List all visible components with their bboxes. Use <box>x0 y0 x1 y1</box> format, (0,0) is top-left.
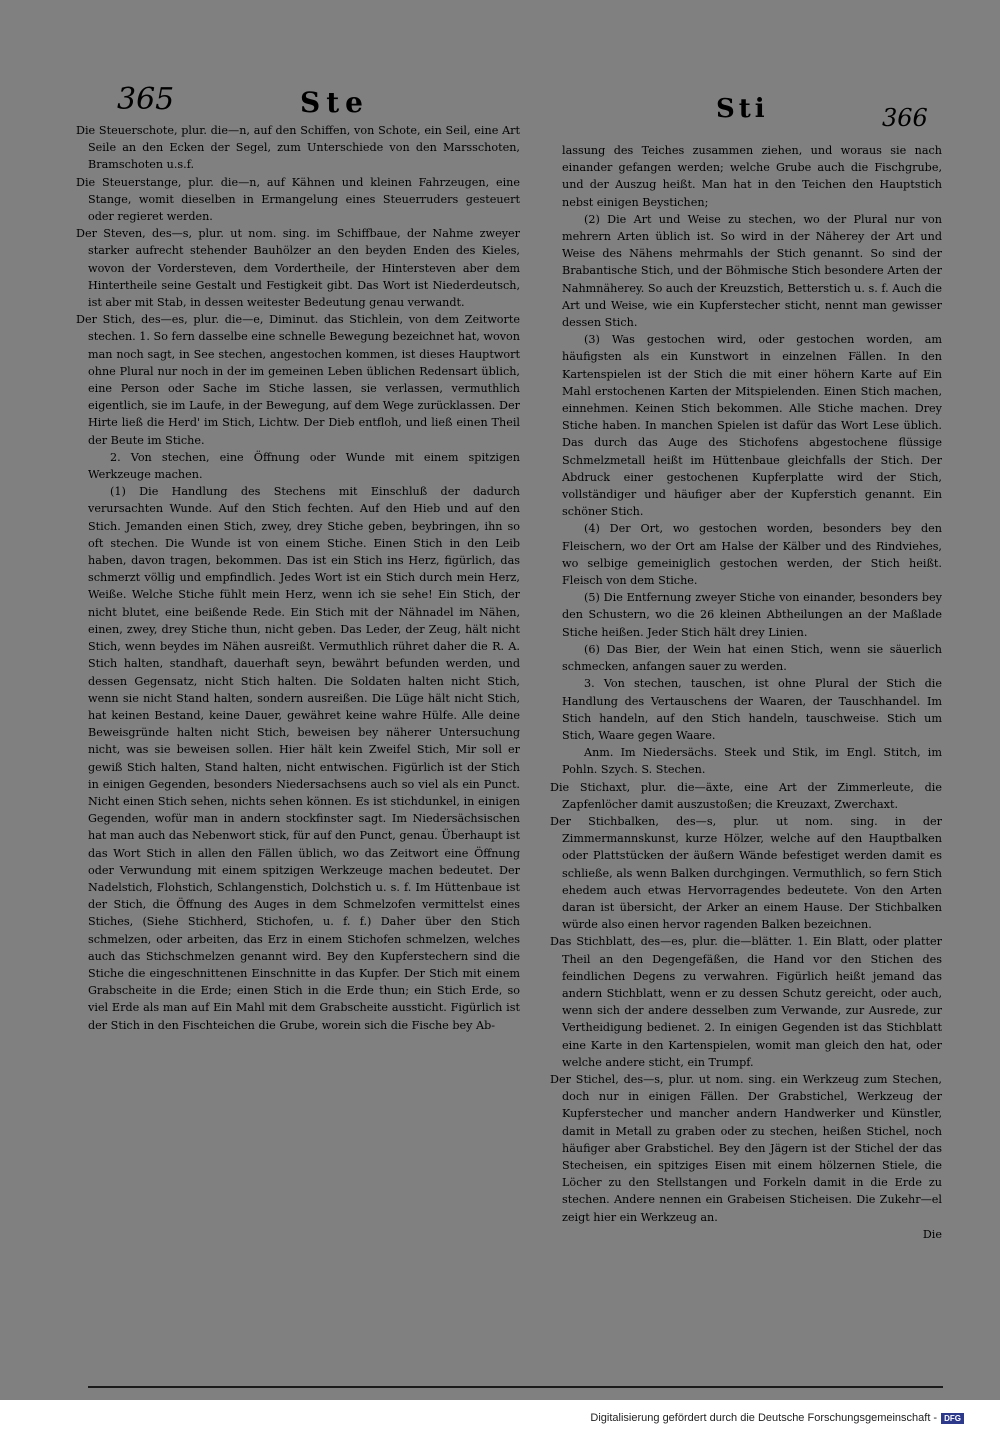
entry-paragraph: 3. Von stechen, tauschen, ist ohne Plural der Stich die Handlung des Vertauschens der Waaren, der Tauschhandel. Im Stich handeln, auf den Stich handeln, tauschweise. Stich um Stich, Waare gegen Waare. <box>562 677 942 742</box>
dictionary-entry: Der Steven, des—s, plur. ut nom. sing. im Schiffbaue, der Nahme zweyer starker aufrecht stehender Bauhölzer an den beyden Enden des Kieles, wovon der Vordersteven, dem Vordertheile, der Hintersteven aber dem Hintertheile seine Gestalt und Festigkeit gibt. Das Wort ist Niederdeutsch, ist aber mit Stab, in dessen weitester Bedeutung genau verwandt. <box>76 227 520 310</box>
entry-paragraph: (5) Die Entfernung zweyer Stiche von einander, besonders bey den Schustern, wo die 26 kleinen Abtheilungen an der Maßlade Stiche heißen. Jeder Stich hält drey Linien. <box>562 591 942 639</box>
dictionary-entry: Das Stichblatt, des—es, plur. die—blätter. 1. Ein Blatt, oder platter Theil an den Degengefäßen, die Hand vor den Stichen des feindlichen Degens zu verwahren. Figürlich heißt jemand das andern Stichblatt, wenn er zu dessen Schutz gereicht, oder auch, wenn sich der andere desselben zum Verwande, zur Ausrede, zur Vertheidigung bedienet. 2. In einigen Gegenden ist das Stichblatt eine Karte in den Kartenspielen, womit man gleich den hat, oder welche andere sticht, ein Trumpf. <box>550 935 942 1069</box>
dictionary-entry: Die Steuerstange, plur. die—n, auf Kähnen und kleinen Fahrzeugen, eine Stange, womit dieselben in Ermangelung eines Steuerruders gesteuert oder regieret werden. <box>76 175 520 224</box>
dictionary-entry: Die Stichaxt, plur. die—äxte, eine Art der Zimmerleute, die Zapfenlöcher damit auszustoßen; die Kreuzaxt, Zwerchaxt. <box>550 780 942 811</box>
entry-paragraph: (1) Die Handlung des Stechens mit Einschluß der dadurch verursachten Wunde. Auf den Stich fechten. Auf den Hieb und auf den Stich. Jemanden einen Stich, zwey, drey Stiche geben, beybringen, ihn so oft stechen. Die Wunde ist von einem Stiche. Einen Stich in den Leib haben, davon tragen, bekommen. Das ist ein Stich ins Herz, figürlich, das schmerzt völlig und empfindlich. Jedes Wort ist ein Stich durch mein Herz, Weiße. Welche Stiche fühlt mein Herz, wenn ich sie sehe! Ein Stich, der nicht blutet, eine beißende Rede. Ein Stich mit der Nähnadel im Nähen, einen, zwey, drey Stiche thun, nicht geben. Das Leder, der Zeug, hält nicht Stich, wenn beydes im Nähen ausreißt. Vermuthlich rühret daher die R. A. Stich halten, standhaft, dauerhaft seyn, bewährt befunden werden, und dessen Gegensatz, nicht Stich halten. Die Soldaten halten nicht Stich, wenn sie nicht Stand halten, sondern ausreißen. Die Lüge hält nicht Stich, hat keinen Bestand, keine Dauer, gewähret keine wahre Hülfe. Alle deine Beweisgründe halten nicht Stich, beweisen bey näherer Untersuchung nicht, was sie beweisen sollen. Hier hält kein Zweifel Stich, Mir soll er gewiß Stich halten, Stand halten, nicht entwischen. Figürlich ist der Stich in einigen Gegenden, besonders Niedersachsens auch so viel als ein Punct. Nicht einen Stich sehen, nichts sehen können. Es ist stichdunkel, in einigen Gegenden, wofür man in andern stockfinster sagt. Im Niedersächsischen hat man auch das Nebenwort stick, für auf den Punct, genau. Überhaupt ist das Wort Stich in allen den Fällen üblich, wo das Zeitwort eine Öffnung oder Verwundung mit einem spitzigen Werkzeuge machen bedeutet. Der Nadelstich, Flohstich, Schlangenstich, Dolchstich u. s. f. Im Hüttenbaue ist der Stich, die Öffnung des Auges in dem Schmelzofen vermittelst eines Stiches, (Siehe Stichherd, Stichofen, u. f. f.) Daher über den Stich schmelzen, oder arbeiten, das Erz in einem Stichofen schmelzen, welches auch das Stichschmelzen genannt wird. Bey den Kupferstechern sind die Stiche die eingeschnittenen Einschnitte in das Kupfer. Der Stich mit einem Grabscheite in die Erde; einen Stich in die Erde thun; ein Stich Erde, so viel Erde als man auf Ein Mahl mit dem Grabscheite aussticht. Figürlich ist der Stich in den Fischteichen die Grube, worein sich die Fische bey Ab- <box>88 485 520 1032</box>
catchword: Die <box>922 1227 942 1241</box>
credit-text: Digitalisierung gefördert durch die Deutsche Forschungsgemeinschaft - <box>590 1412 938 1424</box>
entry-paragraph: (2) Die Art und Weise zu stechen, wo der Plural nur von mehrern Arten üblich ist. So wird in der Näherey der Art und Weise des Nähens mehrmahls der Stich genannt. So sind der Brabantische Stich, und der Böhmische Stich besondere Arten der Nahmnäherey. So auch der Kreuzstich, Betterstich u. s. f. Auch die Art und Weise, wie ein Kupferstecher sticht, nennt man gewisser dessen Stich. <box>562 212 942 330</box>
dictionary-entry: Der Stichbalken, des—s, plur. ut nom. sing. in der Zimmermannskunst, kurze Hölzer, welche auf den Hauptbalken oder Plattstücken der äußern Wände befestiget werden damit es schließe, als wenn Balken durchgingen. Vermuthlich, so fern Stich ehedem auch etwas Hervorragendes bedeutete. Von den Arten daran ist übersicht, der Arker an einem Hause. Der Stichbalken würde also einen hervor ragenden Balken bezeichnen. <box>550 814 942 932</box>
entry-paragraph: (6) Das Bier, der Wein hat einen Stich, wenn sie säuerlich schmecken, anfangen sauer zu werden. <box>562 642 942 674</box>
entry-paragraph: lassung des Teiches zusammen ziehen, und woraus sie nach einander gefangen werden; welche Grube auch die Fischgrube, und der Auszug heißt. Man hat in den Teichen den Hauptstich nebst einigen Beystichen; <box>562 144 942 209</box>
dfg-logo[interactable]: DFG <box>941 1413 964 1424</box>
entry-paragraph: 2. Von stechen, eine Öffnung oder Wunde mit einem spitzigen Werkzeuge machen. <box>88 450 520 482</box>
annotation-paragraph: Anm. Im Niedersächs. Steek und Stik, im Engl. Stitch, im Pohln. Szych. S. Stechen. <box>562 746 942 777</box>
right-column <box>550 142 942 1243</box>
entry-paragraph: (3) Was gestochen wird, oder gestochen worden, am häufigsten als ein Kunstwort in einzelnen Fällen. In den Kartenspielen ist der Stich die mit einer höhern Karte auf Ein Mahl erstochenen Karten der Mitspielenden. Einen Stich machen, einnehmen. Keinen Stich bekommen. Alle Stiche machen. Drey Stiche haben. In manchen Spielen ist dafür das Wort Lese üblich. Das durch das Auge des Stichofens abgestochene flüssige Schmelzmetall heißt im Hüttenbaue gleichfalls der Stich. Der Abdruck einer gestochenen Kupferplatte wird der Stich, vollständiger und häufiger aber der Kupferstich genannt. Ein schöner Stich. <box>562 333 942 519</box>
dictionary-entry: Die Steuerschote, plur. die—n, auf den Schiffen, von Schote, ein Seil, eine Art Seile an den Ecken der Segel, zum Unterschiede von den Marsschoten, Bramschoten u.s.f. <box>76 124 520 172</box>
bottom-rule <box>88 1386 943 1388</box>
page-number-left: 365 <box>117 82 175 117</box>
left-column <box>76 122 520 1034</box>
running-head-right: Sti <box>716 94 769 124</box>
running-head-left: Ste <box>300 86 369 119</box>
dictionary-entry: Der Stich, des—es, plur. die—e, Diminut. das Stichlein, von dem Zeitworte stechen. 1. So fern dasselbe eine schnelle Bewegung bezeichnet hat, wovon man noch sagt, in See stechen, angestochen kommen, ist dieses Hauptwort ohne Plural nur noch in der im gemeinen Leben üblichen Redensart üblich, eine Person oder Sache im Stiche lassen, sie verlassen, vermuthlich eigentlich, sie im Laufe, in der Bewegung, auf dem Wege zurücklassen. Der Hirte ließ die Herd' im Stich, Lichtw. Der Dieb entfloh, und ließ einen Theil der Beute im Stiche. <box>76 313 520 447</box>
entry-paragraph: (4) Der Ort, wo gestochen worden, besonders bey den Fleischern, wo der Ort am Halse der Kälber und des Rindviehes, wo selbige gemeiniglich gestochen werden, der Stich heißt. Fleisch von dem Stiche. <box>562 522 942 588</box>
dictionary-entry: Der Stichel, des—s, plur. ut nom. sing. ein Werkzeug zum Stechen, doch nur in einigen Fällen. Der Grabstichel, Werkzeug der Kupferstecher und mancher andern Handwerker und Künstler, damit in Metall zu graben oder zu stechen, heißen Stichel, noch häufiger aber Grabstichel. Bey den Jägern ist der Stichel der das Stecheisen, ein spitziges Eisen mit einem hölzernen Stiele, die Löcher zu den Stellstangen und Forkeln damit in die Erde zu stechen. Andere nennen ein Grabeisen Sticheisen. Die Zukehr—el zeigt hier ein Werkzeug an. <box>550 1072 942 1224</box>
digitization-credit <box>590 1412 964 1424</box>
page-number-right: 366 <box>882 104 928 132</box>
